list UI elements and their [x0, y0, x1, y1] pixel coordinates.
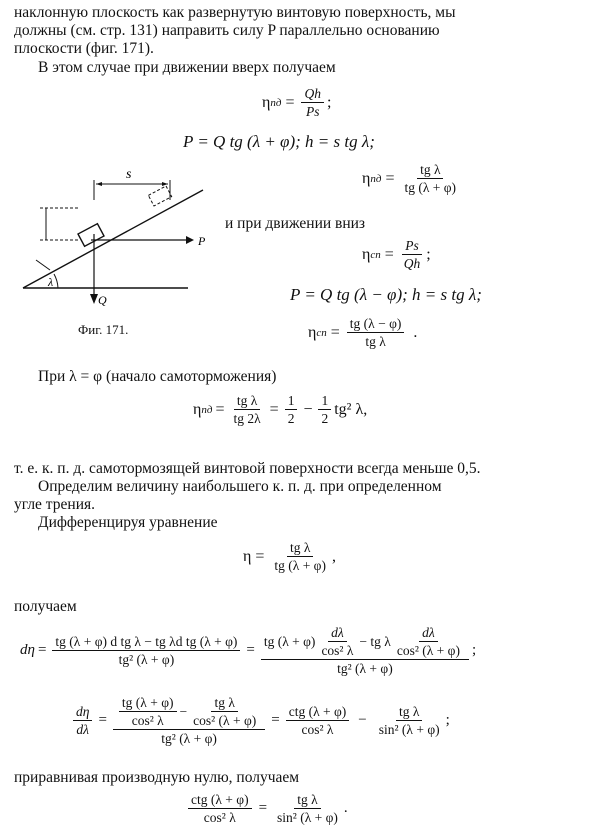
- fraction: [274, 792, 341, 825]
- equation-differential: dη = $\frac{\text{tg (λ + φ) d tg λ − tg λd tg (λ + φ)}}{\text{tg² (λ + φ)}}$ = tg (λ + φ) $\frac{d\lambda}{\text{cos² λ}}$ − tg λ $\frac{d\lambda}{\text{cos² (λ + φ)}}$ tg² (λ + φ) ;: [20, 625, 477, 676]
- d-eta: dη: [20, 642, 35, 658]
- denominator: tg (λ + φ): [274, 558, 326, 573]
- denominator: tg 2λ: [233, 411, 261, 426]
- punctuation: ;: [445, 712, 450, 728]
- eta-symbol: η: [362, 245, 371, 263]
- numerator: Ps: [402, 238, 422, 255]
- label-p: P: [198, 234, 206, 248]
- fraction: [52, 634, 240, 667]
- numerator: tg λ: [417, 162, 443, 179]
- numerator: 1: [285, 393, 298, 410]
- body-block: [78, 224, 104, 247]
- numerator: dλ: [419, 625, 438, 642]
- denominator: Qh: [403, 256, 421, 271]
- fraction: [301, 86, 324, 119]
- fraction-compound: [261, 625, 469, 676]
- denominator: cos² λ: [301, 722, 334, 737]
- force-p-arrowhead: [186, 236, 194, 244]
- eta-subscript: сп: [370, 248, 381, 261]
- punctuation: ;: [471, 642, 477, 658]
- fraction: [73, 704, 92, 737]
- denominator: dλ: [76, 722, 90, 737]
- equation-efficiency-general: η = $\frac{\text{tg λ}}{tg (\lambda + \varphi)}$ ,: [243, 540, 336, 573]
- denominator: tg² (λ + φ): [118, 652, 175, 667]
- denominator: sin² (λ + φ): [277, 810, 338, 825]
- fraction: [401, 238, 424, 271]
- conclusion-text: т. е. к. п. д. самотормозящей винтовой поверхности всегда меньше 0,5.: [14, 460, 481, 477]
- term: tg (λ + φ): [263, 634, 316, 649]
- denominator: cos² (λ + φ): [193, 713, 257, 728]
- denominator: cos² λ: [203, 810, 236, 825]
- punctuation: ;: [426, 245, 431, 263]
- label-s: s: [126, 170, 132, 182]
- case-up-text: В этом случае при движении вверх получаем: [38, 59, 336, 76]
- body-block-moved: [148, 186, 171, 206]
- get-text: получаем: [14, 598, 77, 615]
- figure-171-inclined-plane: [18, 170, 218, 310]
- equation-efficiency-up: η пд = $\frac{Qh}{Ps}$ ;: [262, 86, 332, 119]
- numerator: tg (λ + φ) d tg λ − tg λd tg (λ + φ): [52, 634, 240, 651]
- equation-efficiency-up-tg: η пд = $\frac{\text{tg λ}}{tg (\lambda + \varphi)}$: [362, 162, 462, 195]
- equation-self-braking: η пд = $\frac{\text{tg λ}}{tg 2\lambda}$ = $\frac{1}{2}$ − $\frac{1}{2}$ tg² λ,: [193, 393, 368, 426]
- punctuation: ,: [331, 547, 336, 565]
- s-arrow-left: [96, 182, 102, 186]
- intro-line-3: плоскости (фиг. 171).: [14, 40, 154, 57]
- numerator: 1: [318, 393, 331, 410]
- fraction: [318, 625, 356, 658]
- fraction: [230, 393, 263, 426]
- punctuation: .: [413, 323, 418, 341]
- eta-symbol: η: [262, 93, 271, 111]
- fraction-compound: [113, 695, 265, 746]
- eta-subscript: сп: [316, 326, 327, 339]
- case-down-text: и при движении вниз: [225, 215, 366, 232]
- eta-subscript: пд: [201, 403, 213, 416]
- numerator: tg λ: [294, 792, 320, 809]
- punctuation: .: [343, 800, 348, 816]
- label-q: Q: [98, 293, 107, 307]
- equation-force-down: P = Q tg (λ − φ); h = s tg λ;: [290, 285, 482, 304]
- punctuation: ;: [326, 93, 332, 111]
- denominator: tg² (λ + φ): [161, 731, 217, 746]
- differentiate-text: Дифференцируя уравнение: [38, 514, 218, 531]
- numerator: tg λ: [396, 704, 422, 721]
- numerator: tg λ: [211, 695, 237, 712]
- equation-force-up: P = Q tg (λ + φ); h = s tg λ;: [183, 132, 375, 151]
- fraction: [394, 625, 463, 658]
- define-line-1: Определим величину наибольшего к. п. д. при определенном: [38, 478, 442, 495]
- numerator: tg λ: [287, 540, 313, 557]
- define-line-2: угле трения.: [14, 496, 95, 513]
- denominator: Ps: [305, 104, 320, 119]
- numerator: ctg (λ + φ): [286, 704, 350, 721]
- denominator: tg² (λ + φ): [337, 661, 393, 676]
- denominator: tg (λ + φ): [404, 180, 457, 195]
- zero-derivative-text: приравнивая производную нулю, получаем: [14, 769, 300, 786]
- eta-symbol: η: [362, 169, 371, 187]
- expression-tail: tg² λ,: [334, 400, 368, 418]
- fraction: [401, 162, 459, 195]
- numerator: Qh: [301, 86, 324, 103]
- denominator: cos² (λ + φ): [396, 643, 460, 658]
- label-lambda: λ: [48, 275, 54, 289]
- eta-subscript: пд: [270, 96, 282, 109]
- figure-caption: Фиг. 171.: [78, 322, 129, 337]
- equation-efficiency-down: η сп = $\frac{Ps}{Qh}$ ;: [362, 238, 431, 271]
- fraction: [190, 695, 259, 728]
- numerator: dη: [73, 704, 92, 721]
- angle-pointer: [36, 260, 50, 270]
- compound-numerator: $\frac{tg (\lambda + \varphi)}{\text{cos² λ}}$ − $\frac{\text{tg λ}}{\text{cos² (λ + φ)}}$: [113, 695, 265, 730]
- denominator: 2: [321, 411, 329, 426]
- fraction: [271, 540, 329, 573]
- intro-line-1: наклонную плоскость как развернутую винтовую поверхность, мы: [14, 4, 456, 21]
- denominator: cos² λ: [321, 643, 354, 658]
- fraction: [347, 316, 405, 349]
- fraction: [285, 393, 298, 426]
- incline-line: [23, 190, 203, 288]
- numerator: dλ: [328, 625, 347, 642]
- compound-numerator: [261, 625, 469, 660]
- force-q-arrowhead: [90, 294, 98, 304]
- fraction: [188, 792, 252, 825]
- eta-symbol: η: [193, 400, 202, 418]
- eta-subscript: пд: [370, 172, 382, 185]
- intro-line-2: должны (см. стр. 131) направить силу P параллельно основанию: [14, 22, 440, 39]
- numerator: tg (λ + φ): [119, 695, 177, 712]
- fraction: [119, 695, 177, 728]
- equation-extremum: $\frac{\text{ctg (λ + φ)}}{\text{cos² λ}}$ = $\frac{\text{tg λ}}{\text{sin² (λ + φ)}}$ .: [185, 792, 348, 825]
- eta-symbol: η: [308, 323, 317, 341]
- numerator: tg (λ − φ): [347, 316, 405, 333]
- numerator: ctg (λ + φ): [188, 792, 252, 809]
- eta-symbol: η: [243, 547, 252, 565]
- term: − tg λ: [359, 634, 391, 649]
- denominator: 2: [287, 411, 295, 426]
- denominator: cos² λ: [131, 713, 164, 728]
- denominator: sin² (λ + φ): [378, 722, 440, 737]
- angle-arc: [54, 274, 58, 288]
- fraction: [318, 393, 331, 426]
- denominator: tg λ: [365, 334, 386, 349]
- fraction: [286, 704, 350, 737]
- fraction: [376, 704, 443, 737]
- equation-derivative: $\frac{d\eta}{d\lambda}$ = $\frac{tg (\lambda + \varphi)}{\text{cos² λ}}$ − $\frac{\text{tg λ}}{\text{cos² (λ + φ)}}$ tg² (λ + φ) = $\frac{\text{ctg (λ + φ)}}{\text{cos² λ}}$ − $\frac{\text{tg λ}}{\text{sin² (λ + φ)}}$ ;: [70, 695, 450, 746]
- s-arrow-right: [162, 182, 168, 186]
- numerator: tg λ: [234, 393, 260, 410]
- self-braking-condition: При λ = φ (начало самоторможения): [38, 368, 277, 385]
- equation-efficiency-down-tg: η сп = $\frac{tg (\lambda - \varphi)}{\text{tg λ}}$ .: [308, 316, 418, 349]
